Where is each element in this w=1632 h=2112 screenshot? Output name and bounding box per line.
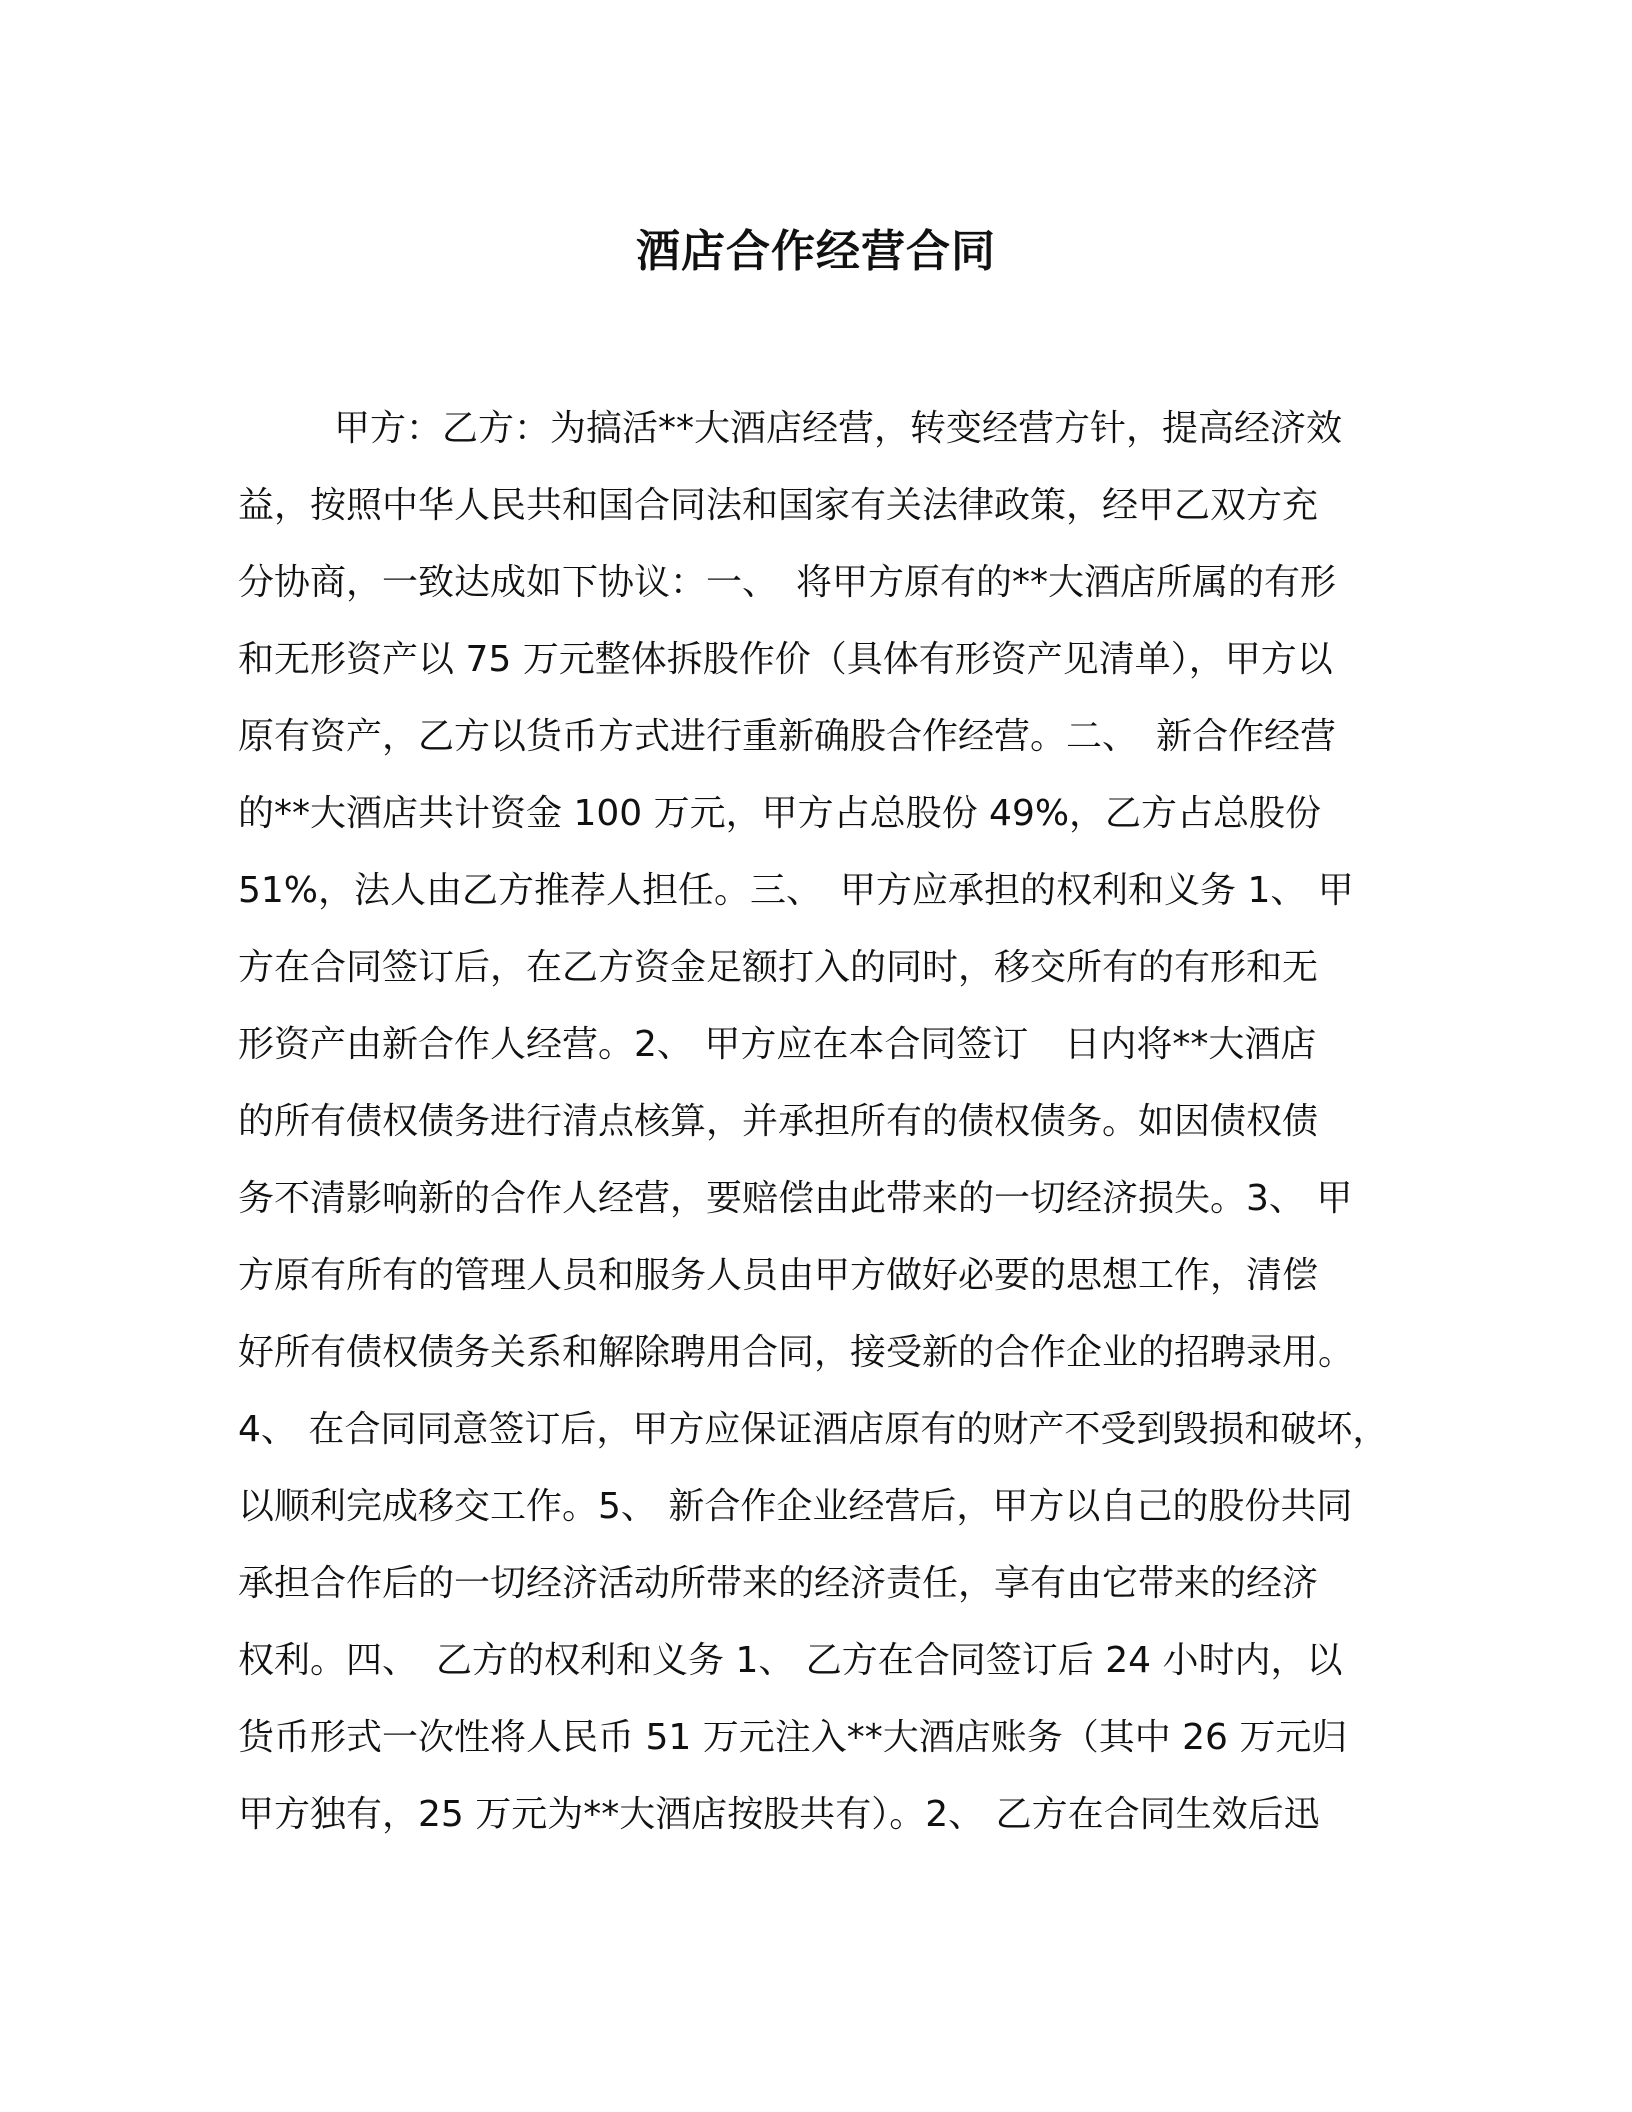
document-title: 酒店合作经营合同: [636, 226, 996, 277]
body-line: 货币形式一次性将人民币 51 万元注入**大酒店账务（其中 26 万元归: [238, 1717, 1348, 1758]
body-line: 好所有债权债务关系和解除聘用合同，接受新的合作企业的招聘录用。: [238, 1332, 1355, 1373]
body-line: 的所有债权债务进行清点核算，并承担所有的债权债务。如因债权债: [238, 1101, 1319, 1142]
body-line: 甲方独有，25 万元为**大酒店按股共有）。2、 乙方在合同生效后迅: [238, 1794, 1320, 1835]
body-line: 的**大酒店共计资金 100 万元，甲方占总股份 49%，乙方占总股份: [238, 793, 1322, 834]
body-line: 益，按照中华人民共和国合同法和国家有关法律政策，经甲乙双方充: [238, 485, 1319, 526]
body-line: 形资产由新合作人经营。2、 甲方应在本合同签订 日内将**大酒店: [238, 1024, 1317, 1065]
body-line: 4、 在合同同意签订后，甲方应保证酒店原有的财产不受到毁损和破坏，: [238, 1409, 1389, 1450]
document-body: [238, 390, 1418, 1853]
body-line: 51%，法人由乙方推荐人担任。三、 甲方应承担的权利和义务 1、 甲: [238, 870, 1354, 911]
body-line: 权利。四、 乙方的权利和义务 1、 乙方在合同签订后 24 小时内，以: [238, 1640, 1343, 1681]
body-line: 方在合同签订后，在乙方资金足额打入的同时，移交所有的有形和无: [238, 947, 1319, 988]
body-line: 务不清影响新的合作人经营，要赔偿由此带来的一切经济损失。3、 甲: [238, 1178, 1353, 1219]
body-line: 和无形资产以 75 万元整体拆股作价（具体有形资产见清单），甲方以: [238, 639, 1333, 680]
body-line: 承担合作后的一切经济活动所带来的经济责任，享有由它带来的经济: [238, 1563, 1319, 1604]
body-line: 甲方：乙方：为搞活**大酒店经营，转变经营方针，提高经济效: [334, 408, 1343, 449]
body-line: 方原有所有的管理人员和服务人员由甲方做好必要的思想工作，清偿: [238, 1255, 1319, 1296]
body-line: 分协商，一致达成如下协议：一、 将甲方原有的**大酒店所属的有形: [238, 562, 1337, 603]
body-line: 以顺利完成移交工作。5、 新合作企业经营后，甲方以自己的股份共同: [238, 1486, 1353, 1527]
body-line: 原有资产，乙方以货币方式进行重新确股合作经营。二、 新合作经营: [238, 716, 1337, 757]
